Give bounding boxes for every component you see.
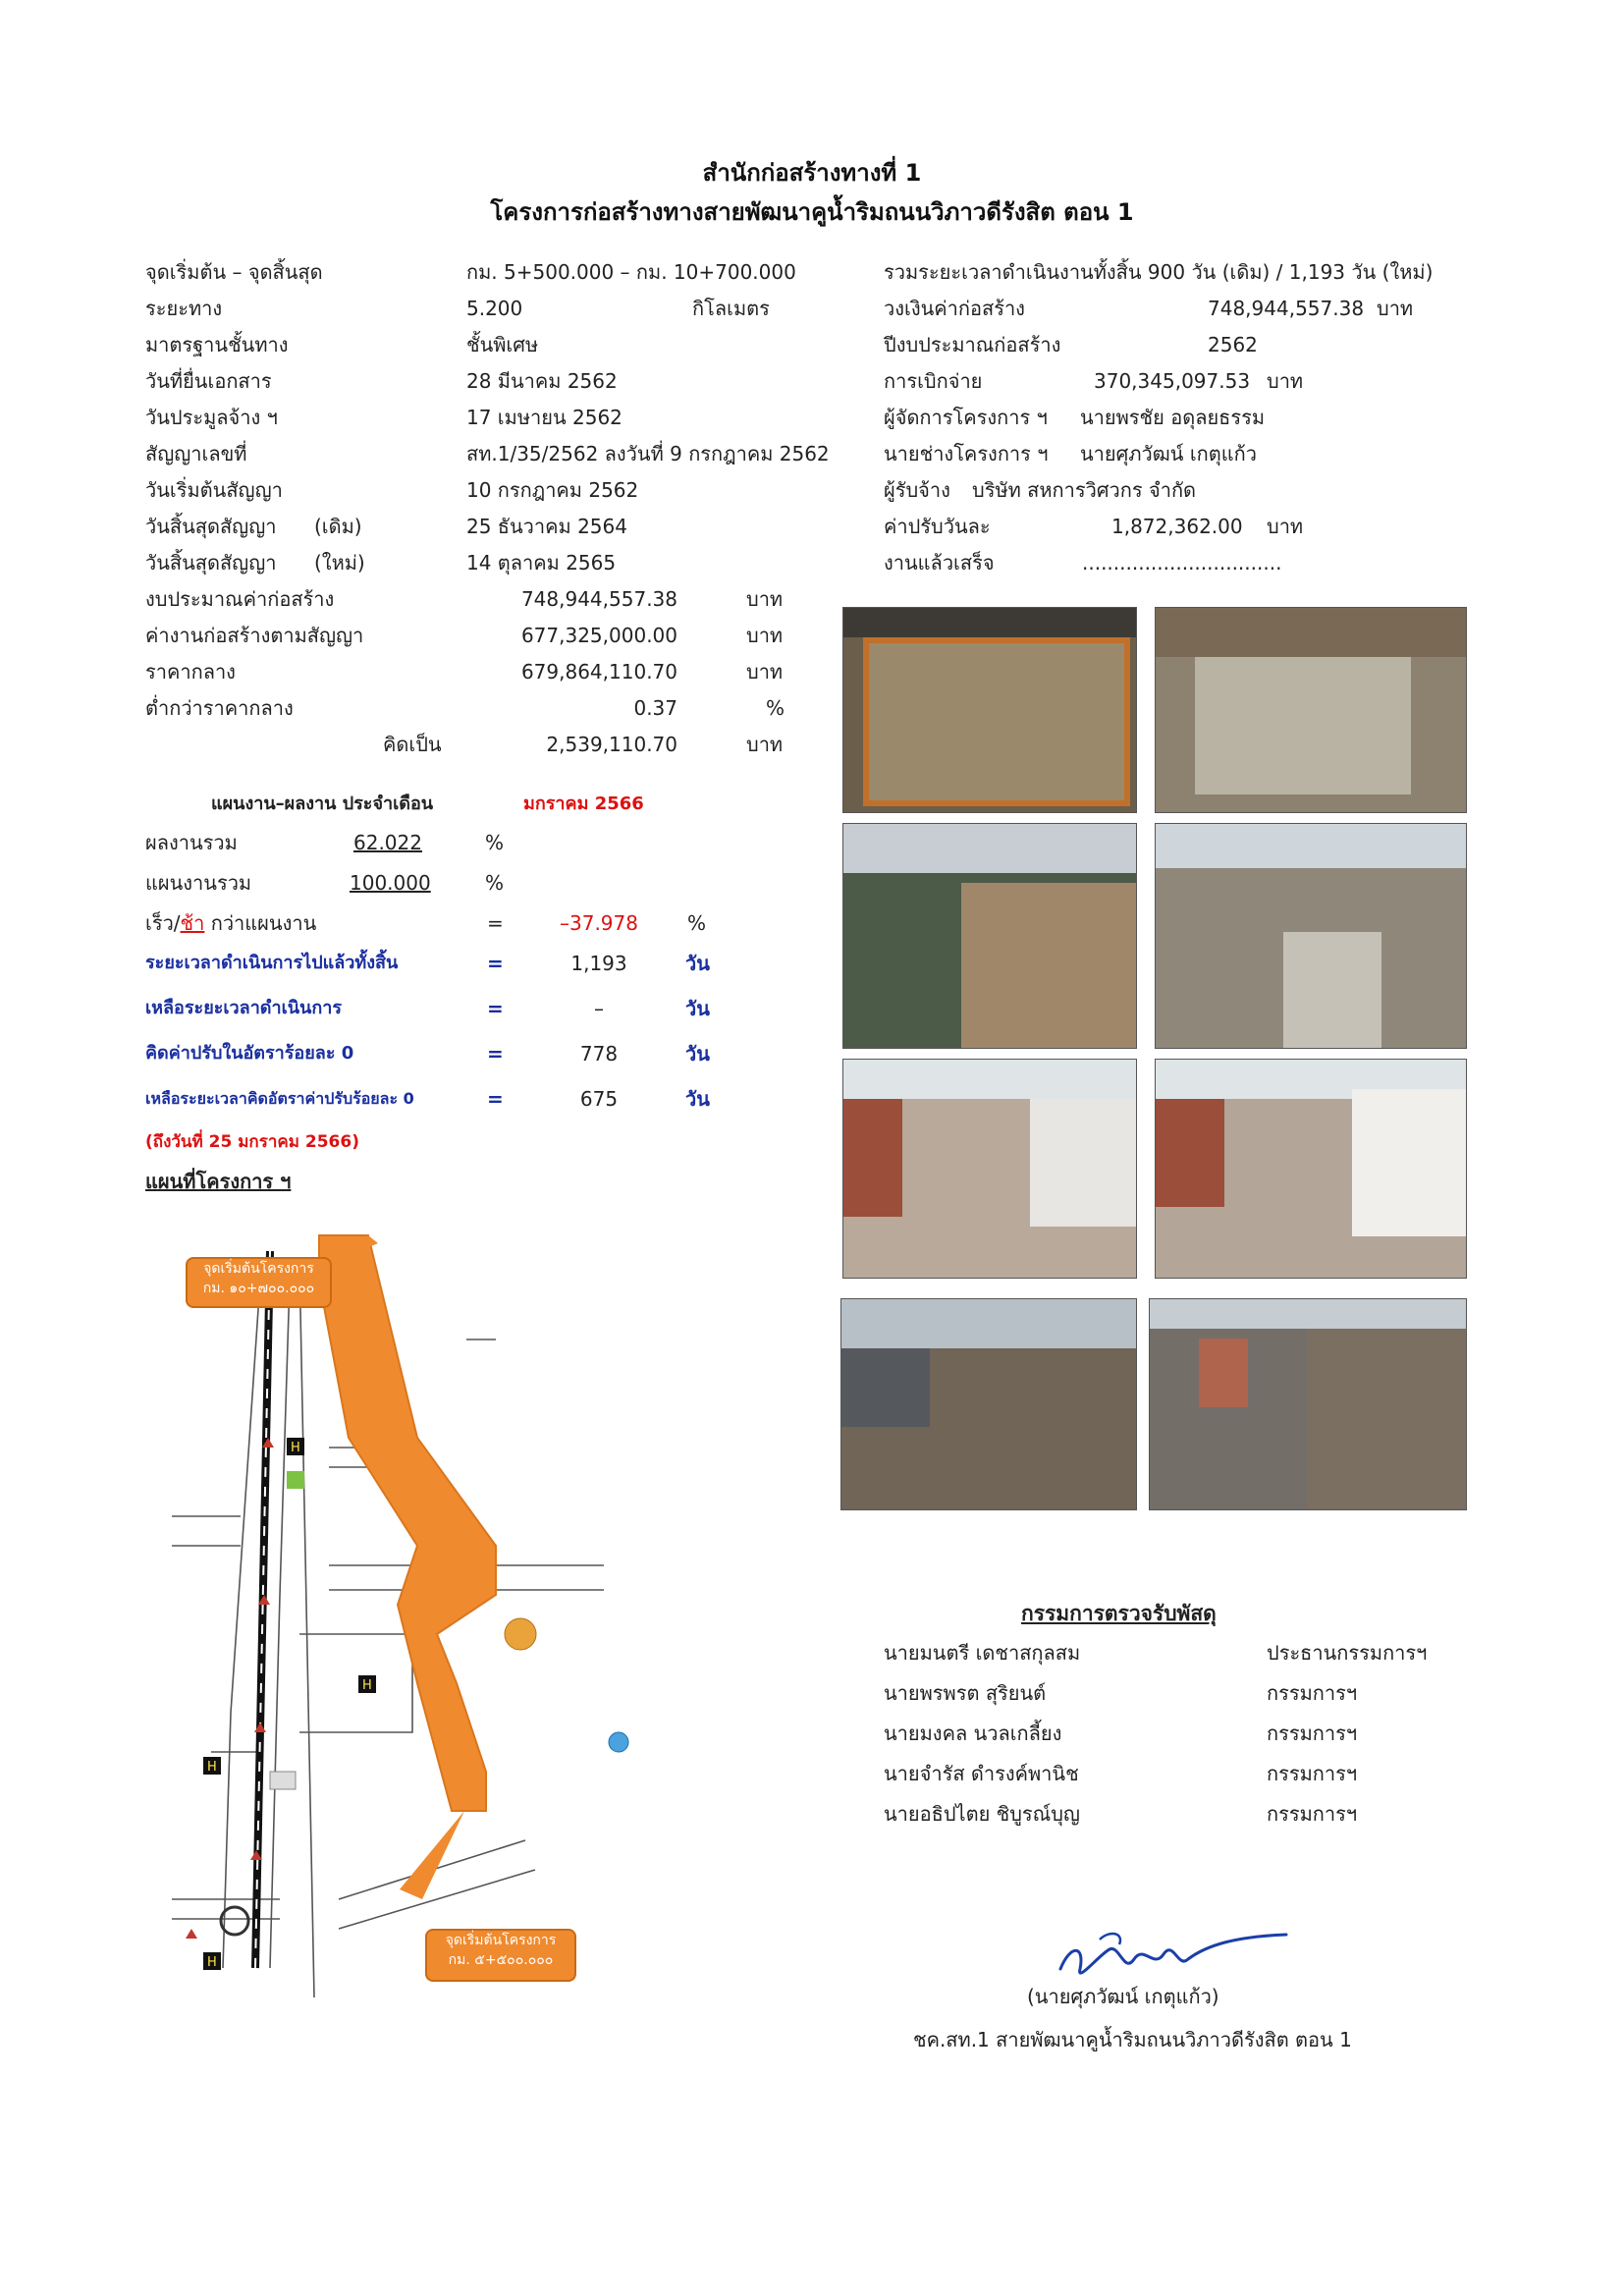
site-photo — [840, 1298, 1137, 1510]
site-photo — [842, 607, 1137, 813]
time-eq: = — [487, 952, 504, 975]
info-label: ผู้รับจ้าง — [884, 478, 950, 502]
info-label: ระยะทาง — [145, 297, 223, 320]
info-value: ชั้นพิเศษ — [466, 333, 539, 356]
info-label: ปีงบประมาณก่อสร้าง — [884, 333, 1061, 356]
time-eq: = — [487, 1042, 504, 1066]
signer-name: (นายศุภวัฒน์ เกตุแก้ว) — [1027, 1985, 1219, 2008]
time-unit: วัน — [685, 952, 710, 975]
time-value: 1,193 — [570, 952, 627, 975]
member-role: ประธานกรรมการฯ — [1267, 1641, 1428, 1665]
info-label: รวมระยะเวลาดำเนินงานทั้งสิ้น 900 วัน (เดิม) / 1,193 วัน (ใหม่) — [884, 260, 1434, 284]
actual-value: 62.022 — [353, 831, 422, 854]
info-label: วันที่ยื่นเอกสาร — [145, 369, 272, 393]
info-value: บริษัท สหการวิศวกร จำกัด — [972, 478, 1197, 502]
budget-unit: บาท — [746, 660, 784, 683]
info-unit: กิโลเมตร — [692, 297, 770, 320]
info-value: นายศุภวัฒน์ เกตุแก้ว — [1080, 442, 1257, 465]
info-label: ค่าปรับวันละ — [884, 515, 991, 538]
time-value: 778 — [579, 1042, 619, 1066]
info-value: 17 เมษายน 2562 — [466, 406, 623, 429]
site-photo — [842, 1059, 1137, 1279]
signer-position: ชค.สท.1 สายพัฒนาคูน้ำริมถนนวิภาวดีรังสิต ตอน 1 — [913, 2028, 1352, 2051]
hospital-icon — [358, 1675, 376, 1693]
diff-value: –37.978 — [560, 911, 638, 935]
info-value: 2562 — [1208, 333, 1258, 356]
project-route — [319, 1235, 496, 1811]
info-value: สท.1/35/2562 ลงวันที่ 9 กรกฎาคม 2562 — [466, 442, 830, 465]
time-unit: วัน — [685, 1087, 710, 1111]
info-label: สัญญาเลขที่ — [145, 442, 247, 465]
svg-text:H: H — [291, 1441, 300, 1455]
start-callout-km: กม. ๑๐+๗๐๐.๐๐๐ — [202, 1281, 315, 1296]
time-eq: = — [487, 1087, 504, 1111]
project-map — [172, 1222, 673, 1997]
map-drawing — [172, 1222, 673, 1997]
budget-unit: บาท — [746, 624, 784, 647]
info-value: 370,345,097.53 — [1094, 369, 1251, 393]
school-icon — [609, 1732, 628, 1752]
committee-title: กรรมการตรวจรับพัสดุ — [1021, 1602, 1217, 1625]
time-label: เหลือระยะเวลาคิดอัตราค่าปรับร้อยละ 0 — [145, 1089, 414, 1108]
member-role: กรรมการฯ — [1267, 1722, 1358, 1745]
actual-label: ผลงานรวม — [145, 831, 238, 854]
temple-icon — [505, 1618, 536, 1650]
budget-value: 679,864,110.70 — [520, 660, 677, 683]
site-photo — [1155, 607, 1467, 813]
hospital-icon — [203, 1952, 221, 1970]
time-eq: = — [487, 997, 504, 1020]
member-name: นายจำรัส ดำรงค์พานิช — [884, 1762, 1079, 1785]
diff-label — [145, 910, 316, 936]
hospital-icon — [203, 1757, 221, 1775]
end-callout — [425, 1929, 576, 1982]
time-label: คิดค่าปรับในอัตราร้อยละ 0 — [145, 1043, 354, 1064]
time-value: 675 — [579, 1087, 619, 1111]
svg-text:H: H — [362, 1678, 372, 1693]
info-value: 25 ธันวาคม 2564 — [466, 515, 627, 538]
start-callout-title: จุดเริ่มต้นโครงการ — [203, 1261, 314, 1277]
time-label: ระยะเวลาดำเนินการไปแล้วทั้งสิ้น — [145, 953, 399, 973]
site-photo — [1155, 823, 1467, 1049]
info-tag: (เดิม) — [314, 515, 362, 538]
site-photo — [1155, 1059, 1467, 1279]
store-icon — [287, 1471, 304, 1489]
info-label: วันสิ้นสุดสัญญา — [145, 551, 277, 574]
plan-unit: % — [485, 871, 505, 895]
progress-month: มกราคม 2566 — [523, 793, 644, 814]
info-value: 14 ตุลาคม 2565 — [466, 551, 617, 574]
info-label: วันเริ่มต้นสัญญา — [145, 478, 283, 502]
budget-value: 2,539,110.70 — [546, 733, 677, 756]
info-label: นายช่างโครงการ ฯ — [884, 442, 1049, 465]
info-label: มาตรฐานชั้นทาง — [145, 333, 289, 356]
progress-heading: แผนงาน–ผลงาน ประจำเดือน — [211, 793, 434, 814]
handwritten-signature — [1041, 1915, 1296, 1994]
site-photo — [842, 823, 1137, 1049]
diff-label-fast: เร็ว/ — [145, 911, 181, 935]
time-value: – — [594, 997, 604, 1020]
diff-unit: % — [687, 911, 707, 935]
time-unit: วัน — [685, 997, 710, 1020]
time-label: เหลือระยะเวลาดำเนินการ — [145, 998, 343, 1018]
plan-label: แผนงานรวม — [145, 871, 252, 895]
info-unit: บาท — [1267, 369, 1304, 393]
tv-station-icon — [270, 1772, 296, 1789]
budget-unit: บาท — [746, 733, 784, 756]
time-unit: วัน — [685, 1042, 710, 1066]
svg-text:H: H — [207, 1955, 217, 1970]
budget-label: ต่ำกว่าราคากลาง — [145, 696, 294, 720]
diff-label-slow: ช้า — [180, 911, 205, 935]
budget-value: 748,944,557.38 — [520, 587, 677, 611]
budget-label: งบประมาณค่าก่อสร้าง — [145, 587, 335, 611]
info-unit: บาท — [1267, 515, 1304, 538]
info-value: ................................ — [1082, 551, 1282, 574]
as-of-date: (ถึงวันที่ 25 มกราคม 2566) — [145, 1132, 359, 1152]
budget-value: 0.37 — [633, 696, 677, 720]
info-value: 10 กรกฎาคม 2562 — [466, 478, 639, 502]
start-callout — [186, 1257, 332, 1308]
office-title: สำนักก่อสร้างทางที่ 1 — [702, 159, 922, 187]
member-name: นายอธิปไตย ชิบูรณ์บุญ — [884, 1802, 1080, 1826]
hospital-icon — [287, 1438, 304, 1455]
info-value: 28 มีนาคม 2562 — [466, 369, 618, 393]
info-label: งานแล้วเสร็จ — [884, 551, 995, 574]
info-value: กม. 5+500.000 – กม. 10+700.000 — [466, 260, 796, 284]
member-role: กรรมการฯ — [1267, 1681, 1358, 1705]
diff-label-rest: กว่าแผนงาน — [204, 911, 317, 935]
budget-unit: บาท — [746, 587, 784, 611]
info-label: วงเงินค่าก่อสร้าง — [884, 297, 1025, 320]
info-value: 748,944,557.38 — [1208, 297, 1365, 320]
budget-label: ราคากลาง — [145, 660, 236, 683]
plan-value: 100.000 — [350, 871, 431, 895]
member-name: นายพรพรต สุริยนต์ — [884, 1681, 1047, 1705]
end-callout-title: จุดเริ่มต้นโครงการ — [445, 1933, 557, 1948]
info-value: 1,872,362.00 — [1111, 515, 1243, 538]
project-title: โครงการก่อสร้างทางสายพัฒนาคูน้ำริมถนนวิภาวดีรังสิต ตอน 1 — [490, 198, 1134, 226]
map-title: แผนที่โครงการ ฯ — [145, 1170, 292, 1193]
info-label: การเบิกจ่าย — [884, 369, 983, 393]
info-label: วันประมูลจ้าง ฯ — [145, 406, 278, 429]
budget-label: ค่างานก่อสร้างตามสัญญา — [145, 624, 364, 647]
actual-unit: % — [485, 831, 505, 854]
member-role: กรรมการฯ — [1267, 1762, 1358, 1785]
end-callout-km: กม. ๕+๕๐๐.๐๐๐ — [448, 1952, 554, 1968]
info-unit: บาท — [1377, 297, 1414, 320]
site-photo — [1149, 1298, 1467, 1510]
info-label: วันสิ้นสุดสัญญา — [145, 515, 277, 538]
member-name: นายมนตรี เดชาสกุลสม — [884, 1641, 1081, 1665]
info-tag: (ใหม่) — [314, 551, 365, 574]
info-label: จุดเริ่มต้น – จุดสิ้นสุด — [145, 260, 323, 284]
member-role: กรรมการฯ — [1267, 1802, 1358, 1826]
budget-value: 677,325,000.00 — [520, 624, 677, 647]
diff-eq: = — [487, 911, 504, 935]
budget-unit: % — [766, 696, 785, 720]
info-value: 5.200 — [466, 297, 523, 320]
svg-text:H: H — [207, 1760, 217, 1775]
info-label: ผู้จัดการโครงการ ฯ — [884, 406, 1048, 429]
info-value: นายพรชัย อดุลยธรรม — [1080, 406, 1266, 429]
budget-label: คิดเป็น — [383, 733, 442, 756]
member-name: นายมงคล นวลเกลี้ยง — [884, 1722, 1062, 1745]
